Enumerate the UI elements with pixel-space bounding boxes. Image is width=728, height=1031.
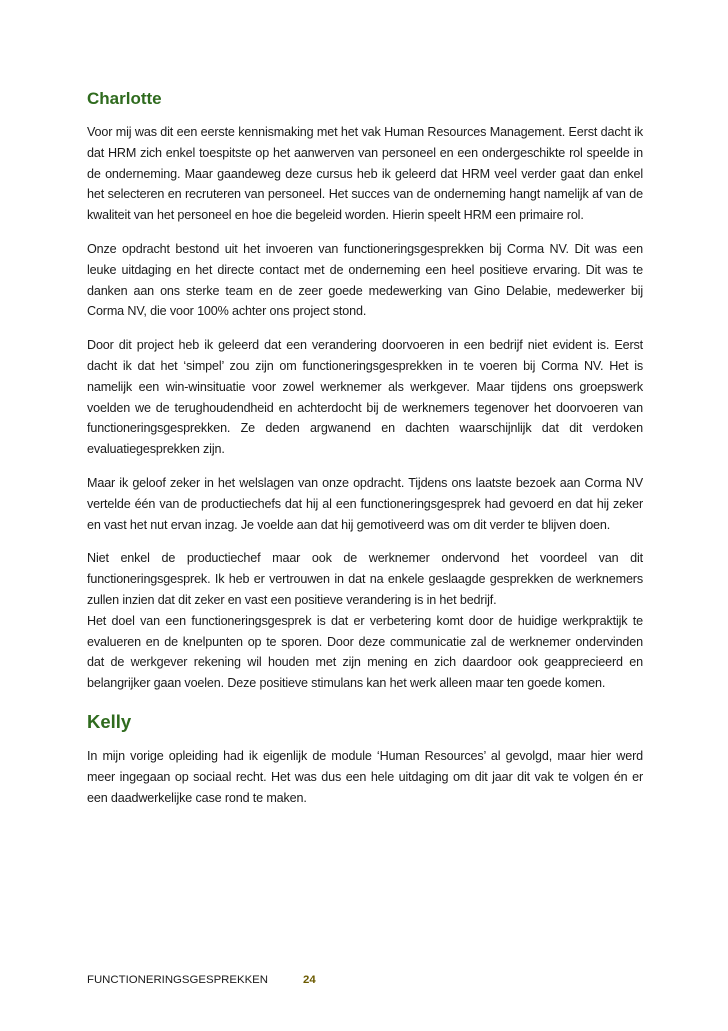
paragraph: Door dit project heb ik geleerd dat een verandering doorvoeren in een bedrijf niet evident is. Eerst dacht ik dat het ‘simpel’ zou zijn om functioneringsgesprekken in te voeren bij Corma NV. Het is namelijk een win-winsituatie voor zowel werknemer als werkgever. Maar tijdens ons groepswerk voelden we de terughoudendheid en achterdocht bij de werknemers tegenover het doorvoeren van functioneringsgesprekken. Ze deden argwanend en dachten waarschijnlijk dat dit verdoken evaluatiegesprekken zijn. (87, 338, 643, 457)
paragraph: Niet enkel de productiechef maar ook de werknemer ondervond het voordeel van dit functioneringsgesprek. Ik heb er vertrouwen in dat na enkele geslaagde gesprekken de werknemers zullen inzien dat dit zeker en vast een positieve verandering is in het bedrijf. (87, 551, 643, 607)
paragraph: Onze opdracht bestond uit het invoeren van functioneringsgesprekken bij Corma NV. Dit was een leuke uitdaging en het directe contact met de onderneming een heel positieve ervaring. Dit was te danken aan ons sterke team en de zeer goede medewerking van Gino Delabie, medewerker bij Corma NV, die voor 100% achter ons project stond. (87, 241, 643, 319)
paragraph: Maar ik geloof zeker in het welslagen van onze opdracht. Tijdens ons laatste bezoek aan Corma NV vertelde één van de productiechefs dat hij al een functioneringsgesprek had gevoerd en dat hij zeker en vast het nut ervan inzag. Je voelde aan dat hij gemotiveerd was om dit verder te blijven doen. (87, 475, 643, 532)
page-content (87, 88, 643, 821)
section-heading-charlotte: Charlotte (87, 89, 162, 108)
section-heading-kelly: Kelly (87, 710, 132, 732)
footer-title: FUNCTIONERINGSGESPREKKEN (87, 974, 269, 986)
paragraph: In mijn vorige opleiding had ik eigenlijk de module ‘Human Resources’ al gevolgd, maar hier werd meer ingegaan op sociaal recht. Het was dus een hele uitdaging om dit jaar dit vak te volgen én er een daadwerkelijke case rond te maken. (87, 748, 643, 805)
paragraph: Voor mij was dit een eerste kennismaking met het vak Human Resources Management. Eerst dacht ik dat HRM zich enkel toespitste op het aanwerven van personeel en een ondergeschikte rol speelde in de onderneming. Maar gaandeweg deze cursus heb ik geleerd dat HRM veel verder gaat dan enkel het selecteren en recruteren van personeel. Het succes van de onderneming hangt namelijk af van de kwaliteit van het personeel en hoe die begeleid worden. Hierin speelt HRM een primaire rol. (87, 125, 643, 223)
page-number: 24 (303, 974, 316, 986)
paragraph: Het doel van een functioneringsgesprek is dat er verbetering komt door de huidige werkpraktijk te evalueren en de knelpunten op te sporen. Door deze communicatie zal de werknemer ondervinden dat de werkgever rekening wil houden met zijn mening en zich daardoor ook geapprecieerd en belangrijker gaan voelen. Deze positieve stimulans kan het werk alleen maar ten goede komen. (87, 613, 643, 691)
page-footer (87, 973, 316, 987)
